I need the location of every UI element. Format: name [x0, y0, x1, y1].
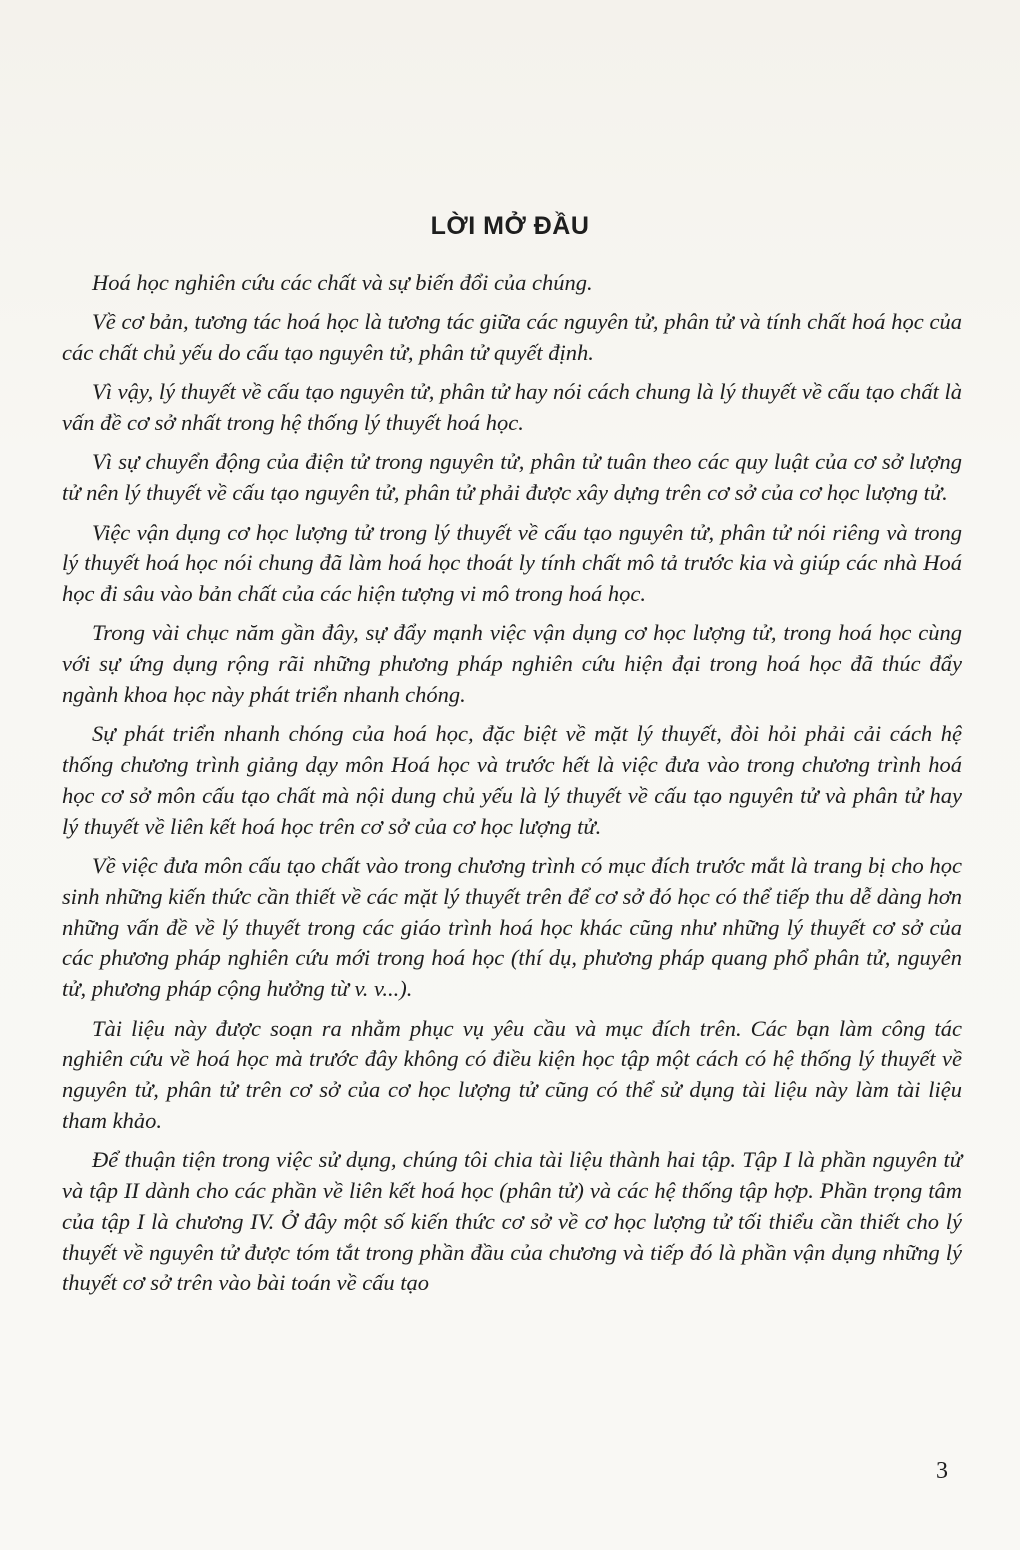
page-number: 3	[936, 1458, 948, 1484]
paragraph: Về việc đưa môn cấu tạo chất vào trong chương trình có mục đích trước mắt là trang bị cho học sinh những kiến thức cần thiết về các mặt lý thuyết trên để cơ sở đó học có thể tiếp thu dễ dàng hơn những vấn đề về lý thuyết trong các giáo trình hoá học khác cũng như những lý thuyết cơ sở của các phương pháp nghiên cứu mới trong hoá học (thí dụ, phương pháp quang phổ phân tử, nguyên tử, phương pháp cộng hưởng từ v. v...).	[62, 853, 962, 1002]
page-title: LỜI MỞ ĐẦU	[430, 212, 590, 240]
preface-body	[62, 268, 962, 1308]
paragraph: Việc vận dụng cơ học lượng tử trong lý thuyết về cấu tạo nguyên tử, phân tử nói riêng và trong lý thuyết hoá học nói chung đã làm hoá học thoát ly tính chất mô tả trước kia và giúp các nhà Hoá học đi sâu vào bản chất của các hiện tượng vi mô trong hoá học.	[62, 519, 962, 607]
paragraph: Hoá học nghiên cứu các chất và sự biến đổi của chúng.	[92, 270, 593, 295]
paragraph: Để thuận tiện trong việc sử dụng, chúng tôi chia tài liệu thành hai tập. Tập I là phần nguyên tử và tập II dành cho các phần về liên kết hoá học (phân tử) và các hệ thống tập hợp. Phần trọng tâm của tập I là chương IV. Ở đây một số kiến thức cơ sở về cơ học lượng tử tối thiểu cần thiết cho lý thuyết về nguyên tử được tóm tắt trong phần đầu của chương và tiếp đó là phần vận dụng những lý thuyết cơ sở trên vào bài toán về cấu tạo	[62, 1147, 962, 1296]
paragraph: Trong vài chục năm gần đây, sự đẩy mạnh việc vận dụng cơ học lượng tử, trong hoá học cùng với sự ứng dụng rộng rãi những phương pháp nghiên cứu hiện đại trong hoá học đã thúc đẩy ngành khoa học này phát triển nhanh chóng.	[62, 620, 962, 708]
paragraph: Vì sự chuyển động của điện tử trong nguyên tử, phân tử tuân theo các quy luật của cơ sở lượng tử nên lý thuyết về cấu tạo nguyên tử, phân tử phải được xây dựng trên cơ sở của cơ học lượng tử.	[62, 449, 962, 506]
paragraph: Tài liệu này được soạn ra nhằm phục vụ yêu cầu và mục đích trên. Các bạn làm công tác nghiên cứu về hoá học mà trước đây không có điều kiện học tập một cách có hệ thống lý thuyết về nguyên tử, phân tử trên cơ sở của cơ học lượng tử cũng có thể sử dụng tài liệu này làm tài liệu tham khảo.	[62, 1015, 962, 1133]
paragraph: Về cơ bản, tương tác hoá học là tương tác giữa các nguyên tử, phân tử và tính chất hoá học của các chất chủ yếu do cấu tạo nguyên tử, phân tử quyết định.	[62, 309, 962, 366]
paragraph: Vì vậy, lý thuyết về cấu tạo nguyên tử, phân tử hay nói cách chung là lý thuyết về cấu tạo chất là vấn đề cơ sở nhất trong hệ thống lý thuyết hoá học.	[62, 379, 962, 436]
paragraph: Sự phát triển nhanh chóng của hoá học, đặc biệt về mặt lý thuyết, đòi hỏi phải cải cách hệ thống chương trình giảng dạy môn Hoá học và trước hết là việc đưa vào trong chương trình hoá học cơ sở môn cấu tạo chất mà nội dung chủ yếu là lý thuyết về cấu tạo nguyên tử và phân tử hay lý thuyết về liên kết hoá học trên cơ sở của cơ học lượng tử.	[62, 721, 962, 839]
